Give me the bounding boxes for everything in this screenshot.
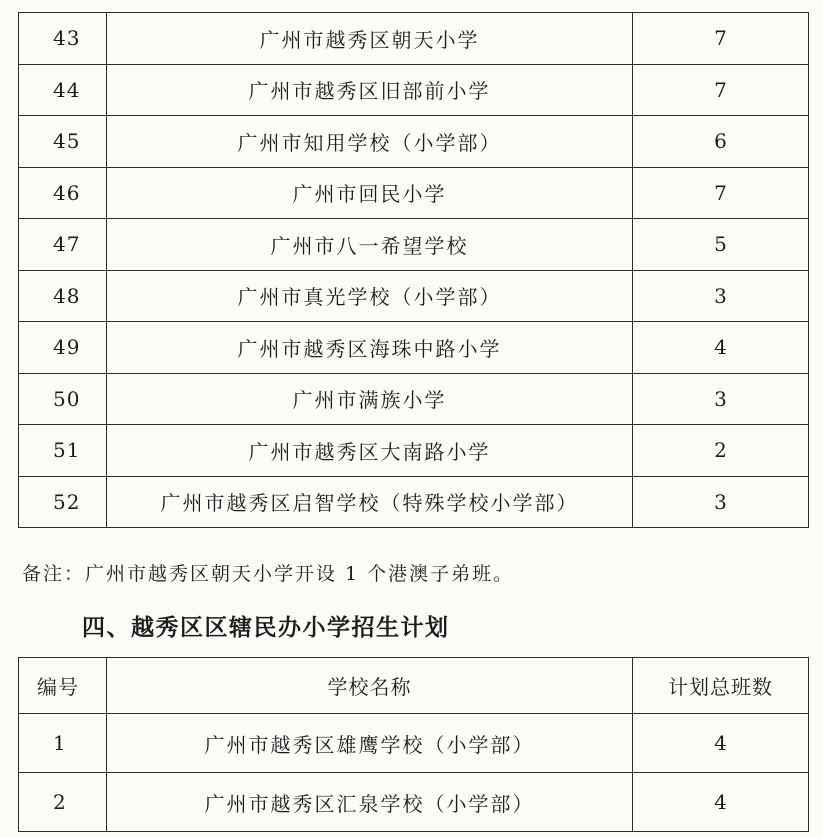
school-name: 广州市越秀区雄鹰学校（小学部） [107, 714, 633, 773]
upper-enrollment-table [18, 12, 809, 528]
row-number: 44 [19, 64, 107, 116]
row-number: 51 [19, 425, 107, 477]
school-name: 广州市越秀区启智学校（特殊学校小学部） [107, 476, 633, 528]
row-number: 50 [19, 373, 107, 425]
table-row [19, 270, 809, 322]
table-row [19, 13, 809, 65]
class-count: 4 [633, 714, 809, 773]
class-count: 4 [633, 773, 809, 832]
school-name: 广州市八一希望学校 [107, 219, 633, 271]
table-row [19, 373, 809, 425]
table-row [19, 116, 809, 168]
row-number: 49 [19, 322, 107, 374]
class-count: 3 [633, 270, 809, 322]
private-school-enrollment-table [18, 657, 809, 832]
class-count: 3 [633, 373, 809, 425]
table-header [19, 658, 809, 714]
table-row [19, 476, 809, 528]
school-name: 广州市越秀区大南路小学 [107, 425, 633, 477]
school-name: 广州市越秀区朝天小学 [107, 13, 633, 65]
school-name: 广州市越秀区旧部前小学 [107, 64, 633, 116]
row-number: 2 [19, 773, 107, 832]
table-row [19, 714, 809, 773]
row-number: 48 [19, 270, 107, 322]
school-name: 广州市知用学校（小学部） [107, 116, 633, 168]
row-number: 46 [19, 167, 107, 219]
row-number: 47 [19, 219, 107, 271]
table-row [19, 64, 809, 116]
header-school-name: 学校名称 [107, 658, 633, 714]
table-row [19, 167, 809, 219]
school-name: 广州市回民小学 [107, 167, 633, 219]
row-number: 52 [19, 476, 107, 528]
upper-table-body [19, 13, 809, 528]
school-name: 广州市越秀区海珠中路小学 [107, 322, 633, 374]
table-row [19, 425, 809, 477]
section-heading: 四、越秀区区辖民办小学招生计划 [82, 615, 450, 641]
row-number: 45 [19, 116, 107, 168]
class-count: 5 [633, 219, 809, 271]
class-count: 3 [633, 476, 809, 528]
class-count: 7 [633, 64, 809, 116]
class-count: 6 [633, 116, 809, 168]
header-number: 编号 [19, 658, 107, 714]
class-count: 4 [633, 322, 809, 374]
row-number: 43 [19, 13, 107, 65]
school-name: 广州市越秀区汇泉学校（小学部） [107, 773, 633, 832]
table-row [19, 773, 809, 832]
remark-note: 备注：广州市越秀区朝天小学开设 1 个港澳子弟班。 [22, 563, 515, 585]
school-name: 广州市满族小学 [107, 373, 633, 425]
class-count: 7 [633, 13, 809, 65]
class-count: 7 [633, 167, 809, 219]
lower-table-body [19, 714, 809, 832]
header-row [19, 658, 809, 714]
table-row [19, 219, 809, 271]
header-class-count: 计划总班数 [633, 658, 809, 714]
class-count: 2 [633, 425, 809, 477]
school-name: 广州市真光学校（小学部） [107, 270, 633, 322]
row-number: 1 [19, 714, 107, 773]
table-row [19, 322, 809, 374]
